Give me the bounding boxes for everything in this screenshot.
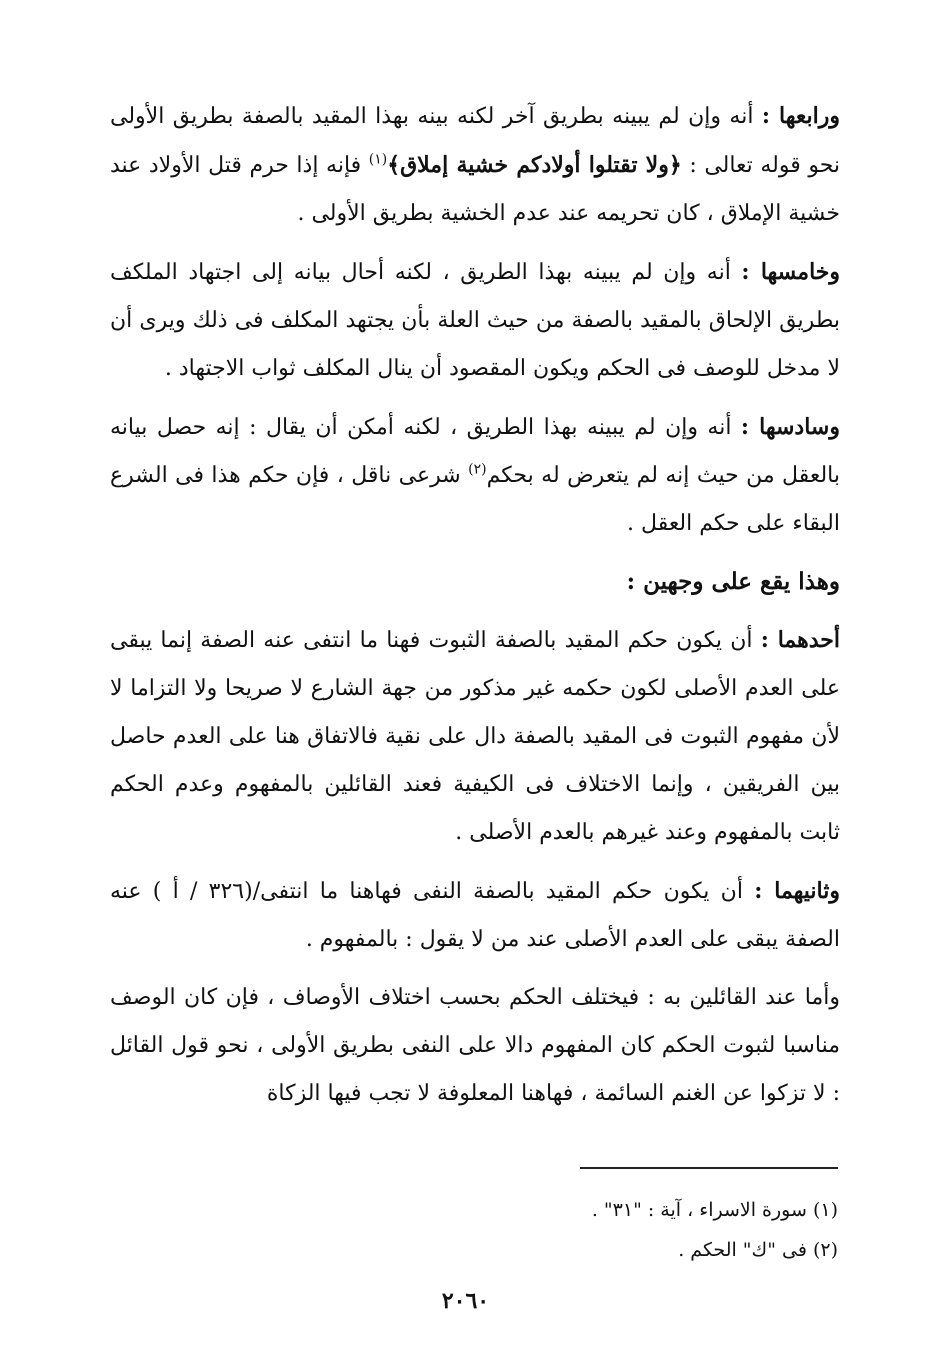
paragraph-proponents — [110, 974, 840, 1118]
paragraph-lead: وثانيهما : — [754, 878, 841, 904]
paragraph-lead: وسادسها : — [740, 414, 840, 440]
paragraph-fifth — [110, 248, 840, 393]
paragraph-sixth — [110, 403, 840, 548]
page-number: ٢٠٦٠ — [441, 1288, 490, 1314]
paragraph-text: شرعى ناقل ، فإن حكم هذا فى الشرع البقاء على حكم العقل . — [110, 463, 840, 536]
paragraph-first-case — [110, 616, 840, 857]
footnotes — [108, 1190, 838, 1270]
paragraph-lead: وخامسها : — [741, 259, 840, 285]
paragraph-text: وأما عند القائلين به : فيختلف الحكم بحسب اختلاف الأوصاف ، فإن كان الوصف مناسبا لثبوت الحكم كان المفهوم دالا على النفى بطريق الأولى ، نحو قول القائل : لا تزكوا عن الغنم السائمة ، فهاهنا المعلوفة لا تجب فيها الزكاة — [110, 985, 840, 1106]
footnote-1: (١) سورة الاسراء ، آية : "٣١" . — [591, 1199, 838, 1221]
paragraph-text: أنه وإن لم يبينه بهذا الطريق ، لكنه أحال بيانه إلى اجتهاد الملكف بطريق الإلحاق بالمقيد بالصفة من حيث العلة بأن يجتهد المكلف فى ذلك ويرى أن لا مدخل للوصف فى الحكم ويكون المقصود أن ينال المكلف ثواب الاجتهاد . — [110, 260, 840, 381]
quran-verse: ﴿ولا تقتلوا أولادكم خشية إملاق﴾ — [387, 152, 682, 178]
paragraph-second-case — [110, 867, 840, 964]
footnote-2: (٢) فى "ك" الحكم . — [678, 1239, 838, 1261]
paragraph-lead: ورابعها : — [761, 103, 840, 129]
footnote-marker: (٢) — [468, 461, 487, 478]
paragraph-text: أن يكون حكم المقيد بالصفة النفى فهاهنا ما انتفى/(٣٢٦ / أ ) عنه الصفة يبقى على العدم الأصلى عند من لا يقول : بالمفهوم . — [110, 879, 840, 952]
footnote-separator — [580, 1167, 838, 1169]
paragraph-text: أنه وإن لم يبينه بهذا الطريق ، لكنه أمكن أن يقال : إنه حصل بيانه بالعقل من حيث إنه لم يتعرض له بحكم — [110, 415, 840, 488]
paragraph-text: أن يكون حكم المقيد بالصفة الثبوت فهنا ما انتفى عنه الصفة إنما يبقى على العدم الأصلى لكون حكمه غير مذكور من جهة الشارع لا صريحا ولا التزاما لا لأن مفهوم الثبوت فى المقيد بالصفة دال على نقية فالاتفاق هنا على العدم حاصل بين الفريقين ، وإنما الاختلاف فى الكيفية فعند القائلين بالمفهوم وعدم الحكم ثابت بالمفهوم وعند غيرهم بالعدم الأصلى . — [110, 628, 840, 845]
paragraph-fourth — [110, 92, 840, 238]
main-text — [110, 92, 840, 1128]
footnote-marker: (١) — [368, 151, 388, 168]
section-heading: وهذا يقع على وجهين : — [626, 568, 840, 595]
paragraph-text: أنه وإن لم يبينه بطريق آخر لكنه بينه بهذا المقيد بالصفة بطريق الأولى نحو قوله تعالى : — [110, 104, 841, 178]
paragraph-text: فإنه إذا حرم قتل الأولاد عند خشية الإملاق ، كان تحريمه عند عدم الخشية بطريق الأولى . — [110, 153, 840, 226]
paragraph-lead: أحدهما : — [760, 627, 840, 653]
